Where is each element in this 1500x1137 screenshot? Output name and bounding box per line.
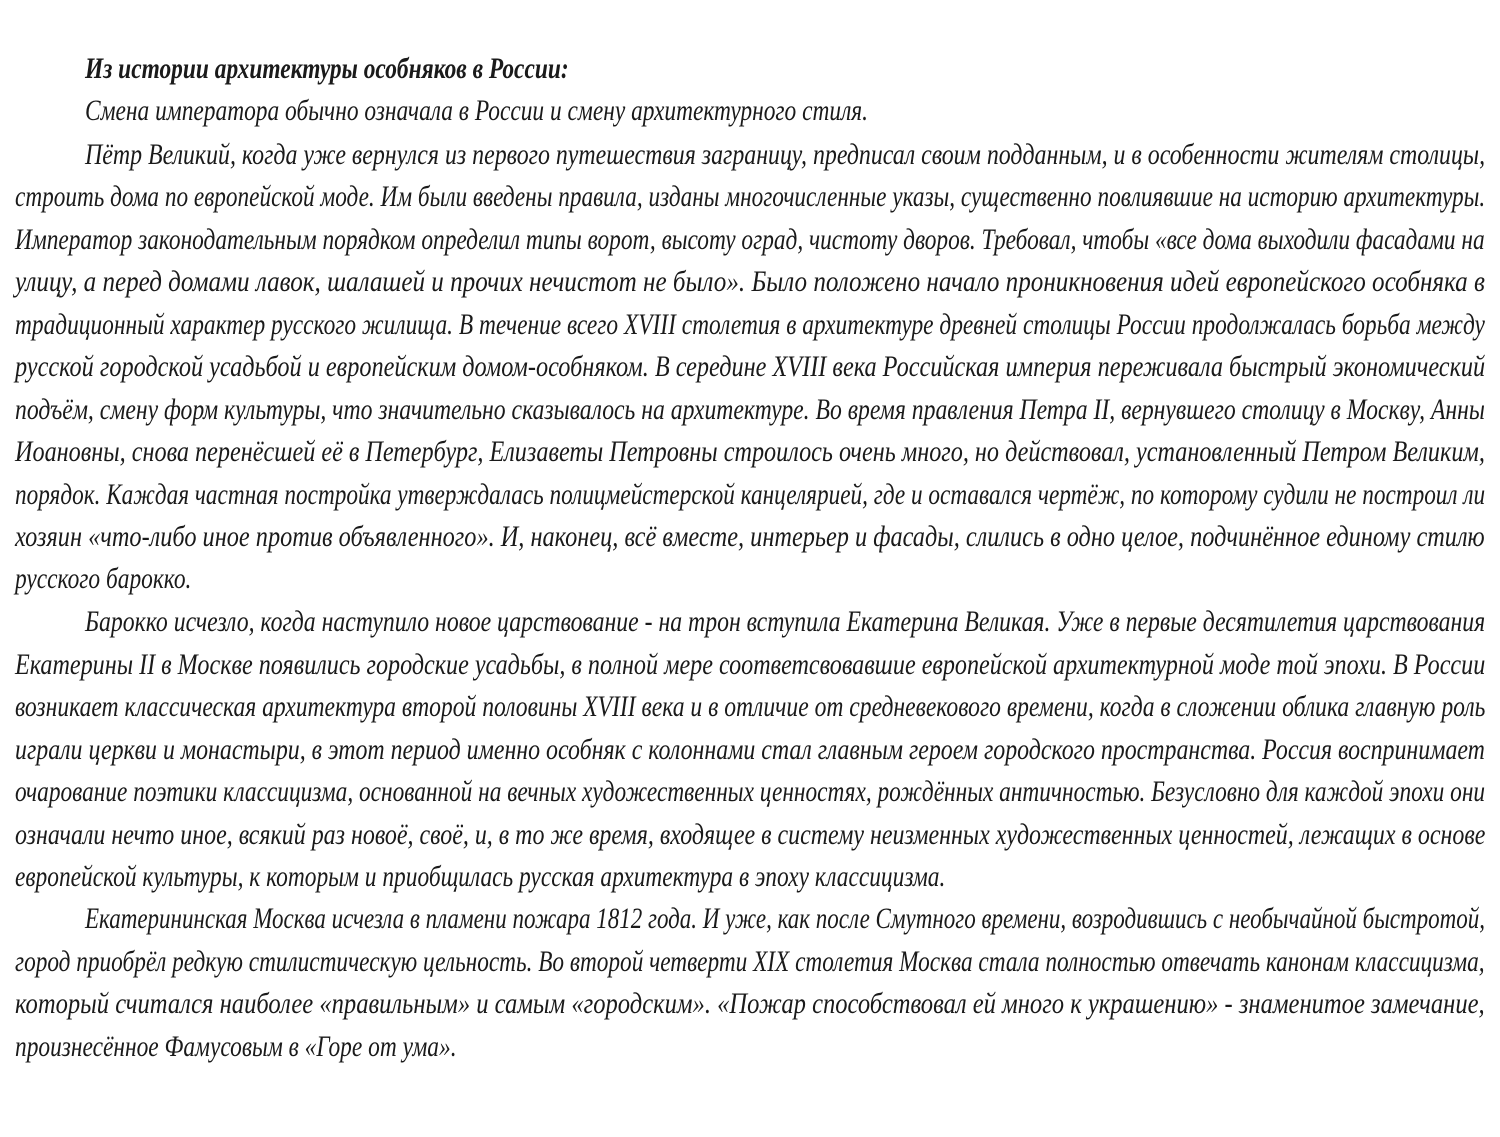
paragraph-2-line-8: Иоановны, снова перенёсшей её в Петербург, Елизаветы Петровны строилось очень много, но действовал, установленный Петром Великим, [15, 435, 1485, 468]
paragraph-2-line-7: подъём, смену форм культуры, что значительно сказывалось на архитектуре. Во время правления Петра II, вернувшего столицу в Москву, Анны [15, 393, 1485, 426]
paragraph-2-line-3: Император законодательным порядком определил типы ворот, высоту оград, чистоту дворов. Требовал, чтобы «все дома выходили фасадами на [15, 223, 1485, 256]
paragraph-3-line-4: играли церкви и монастыри, в этот период именно особняк с колоннами стал главным героем городского пространства. Россия воспринимает [15, 733, 1485, 766]
paragraph-3-line-2: Екатерины II в Москве появились городские усадьбы, в полной мере соответсвовавшие европейской архитектурной моде той эпохи. В России [15, 648, 1486, 681]
paragraph-2-line-5: традиционный характер русского жилища. В течение всего XVIII столетия в архитектуре древней столицы России продолжалась борьба между [15, 308, 1485, 341]
paragraph-1-line-1: Смена императора обычно означала в России и смену архитектурного стиля. [85, 94, 869, 127]
document-title [85, 48, 1485, 90]
document-title-text: Из истории архитектуры особняков в России: [85, 52, 569, 85]
paragraph-3-line-1: Барокко исчезло, когда наступило новое царствование - на трон вступила Екатерина Великая. Уже в первые десятилетия царствования [85, 605, 1486, 638]
paragraph-4-line-1: Екатерининская Москва исчезла в пламени пожара 1812 года. И уже, как после Смутного времени, возродившись с необычайной быстротой, [85, 902, 1485, 935]
paragraph-3-line-3: возникает классическая архитектура второй половины XVIII века и в отличие от средневекового времени, когда в сложении облика главную роль [15, 690, 1486, 723]
paragraph-3-line-6: означали нечто иное, всякий раз новоё, своё, и, в то же время, входящее в систему неизменных художественных ценностей, лежащих в основе [15, 818, 1486, 851]
paragraph-4-line-3: который считался наиболее «правильным» и самым «городским». «Пожар способствовал ей много к украшению» - знаменитое замечание, [15, 987, 1485, 1020]
paragraph-2-line-10: хозяин «что-либо иное против объявленного». И, наконец, всё вместе, интерьер и фасады, слились в одно целое, подчинённое единому стилю [15, 520, 1485, 553]
paragraph-3-line-5: очарование поэтики классицизма, основанной на вечных художественных ценностях, рождённых античностью. Безусловно для каждой эпохи они [15, 775, 1486, 808]
paragraph-2-line-1: Пётр Великий, когда уже вернулся из первого путешествия заграницу, предписал своим подданным, и в особенности жителям столицы, [85, 138, 1486, 171]
paragraph-2-line-4: улицу, а перед домами лавок, шалашей и прочих нечистот не было». Было положено начало проникновения идей европейского особняка в [15, 265, 1485, 298]
paragraph-2-line-9: порядок. Каждая частная постройка утверждалась полицмейстерской канцелярией, где и оставался чертёж, по которому судили не построил ли [15, 478, 1486, 511]
paragraph-3-line-7: европейской культуры, к которым и приобщилась русская архитектура в эпоху классицизма. [15, 860, 946, 893]
paragraph-2-line-6: русской городской усадьбой и европейским домом-особняком. В середине XVIII века Российская империя переживала быстрый экономический [15, 350, 1486, 383]
paragraph-2-line-2: строить дома по европейской моде. Им были введены правила, изданы многочисленные указы, существенно повлиявшие на историю архитектуры. [15, 180, 1486, 213]
paragraph-4-line-2: город приобрёл редкую стилистическую цельность. Во второй четверти XIX столетия Москва стала полностью отвечать канонам классицизма, [15, 945, 1485, 978]
paragraph-2-line-11: русского барокко. [15, 562, 192, 595]
paragraph-4-line-4: произнесённое Фамусовым в «Горе от ума». [15, 1030, 457, 1063]
